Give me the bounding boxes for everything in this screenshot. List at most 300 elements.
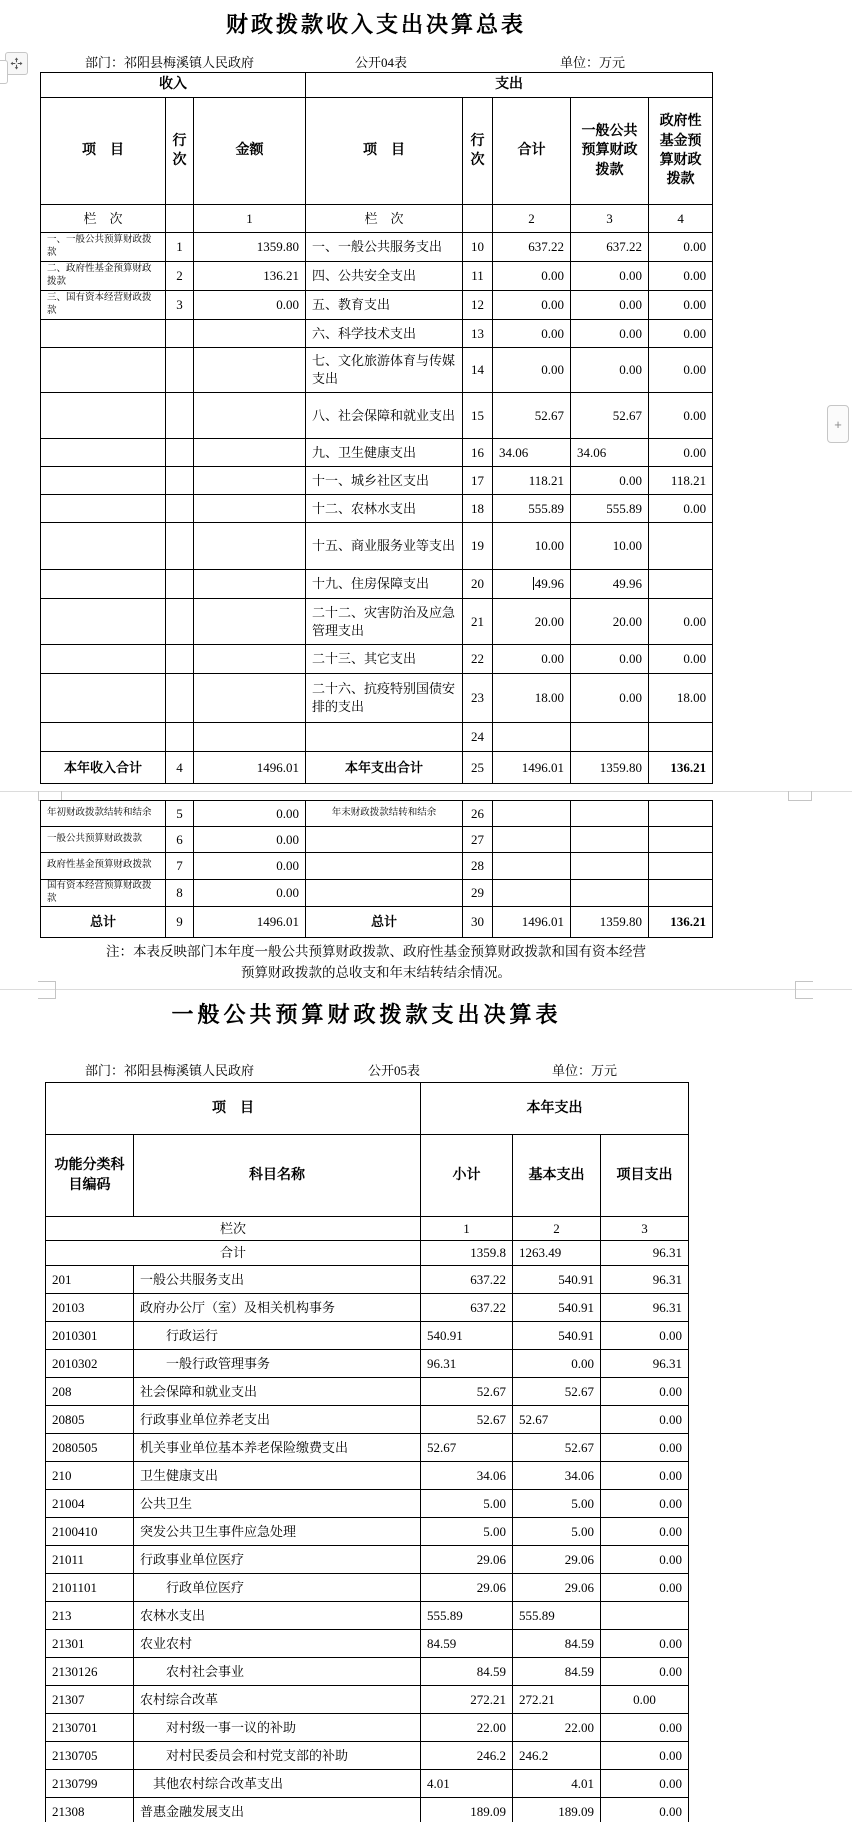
subject-name-cell[interactable]: 对村级一事一议的补助 xyxy=(134,1714,421,1742)
subtotal-cell[interactable]: 637.22 xyxy=(421,1294,513,1322)
basic-expense-cell[interactable]: 52.67 xyxy=(513,1434,601,1462)
subject-name-cell[interactable]: 一般行政管理事务 xyxy=(134,1350,421,1378)
income-line-cell[interactable]: 9 xyxy=(166,907,194,938)
income-amount-cell[interactable]: 136.21 xyxy=(194,262,306,291)
func-code-cell[interactable]: 21307 xyxy=(46,1686,134,1714)
income-line-cell[interactable] xyxy=(166,348,194,393)
gov-fund-budget-cell[interactable]: 136.21 xyxy=(649,907,713,938)
income-amount-cell[interactable]: 0.00 xyxy=(194,801,306,827)
income-line-cell[interactable]: 6 xyxy=(166,827,194,853)
general-public-budget-cell[interactable] xyxy=(571,723,649,752)
income-amount-cell[interactable]: 1 xyxy=(194,205,306,233)
total-cell[interactable]: 637.22 xyxy=(493,233,571,262)
income-amount-cell[interactable] xyxy=(194,467,306,495)
subject-name-cell[interactable]: 行政单位医疗 xyxy=(134,1574,421,1602)
expense-line-cell[interactable]: 25 xyxy=(463,752,493,784)
project-expense-cell[interactable]: 0.00 xyxy=(601,1434,689,1462)
basic-expense-cell[interactable]: 52.67 xyxy=(513,1378,601,1406)
expense-item-cell[interactable]: 二十三、其它支出 xyxy=(306,645,463,674)
basic-expense-cell[interactable]: 29.06 xyxy=(513,1546,601,1574)
subject-name-cell[interactable]: 卫生健康支出 xyxy=(134,1462,421,1490)
subject-name-cell[interactable]: 突发公共卫生事件应急处理 xyxy=(134,1518,421,1546)
general-public-budget-cell[interactable]: 10.00 xyxy=(571,523,649,570)
income-amount-cell[interactable]: 0.00 xyxy=(194,291,306,320)
gov-fund-budget-cell[interactable]: 18.00 xyxy=(649,674,713,723)
expense-line-cell[interactable]: 14 xyxy=(463,348,493,393)
income-line-cell[interactable] xyxy=(166,570,194,599)
subject-name-cell[interactable]: 行政运行 xyxy=(134,1322,421,1350)
gov-fund-budget-cell[interactable] xyxy=(649,827,713,853)
basic-expense-cell[interactable]: 540.91 xyxy=(513,1294,601,1322)
total-cell[interactable]: 49.96 xyxy=(493,570,571,599)
basic-expense-cell[interactable]: 272.21 xyxy=(513,1686,601,1714)
expense-item-cell[interactable] xyxy=(306,853,463,880)
project-expense-cell[interactable]: 0.00 xyxy=(601,1546,689,1574)
general-public-budget-cell[interactable]: 52.67 xyxy=(571,393,649,439)
func-code-cell[interactable]: 210 xyxy=(46,1462,134,1490)
total-cell[interactable]: 20.00 xyxy=(493,599,571,645)
expense-item-cell[interactable]: 五、教育支出 xyxy=(306,291,463,320)
expense-item-cell[interactable]: 十一、城乡社区支出 xyxy=(306,467,463,495)
income-line-cell[interactable] xyxy=(166,205,194,233)
expense-item-cell[interactable]: 九、卫生健康支出 xyxy=(306,439,463,467)
basic-expense-cell[interactable]: 1263.49 xyxy=(513,1241,601,1266)
basic-expense-cell[interactable]: 540.91 xyxy=(513,1266,601,1294)
expense-item-cell[interactable] xyxy=(306,723,463,752)
income-line-cell[interactable]: 1 xyxy=(166,233,194,262)
expense-item-cell[interactable]: 十九、住房保障支出 xyxy=(306,570,463,599)
expense-item-cell[interactable]: 七、文化旅游体育与传媒支出 xyxy=(306,348,463,393)
expense-item-cell[interactable]: 十五、商业服务业等支出 xyxy=(306,523,463,570)
func-code-cell[interactable]: 20103 xyxy=(46,1294,134,1322)
expense-line-cell[interactable]: 19 xyxy=(463,523,493,570)
gov-fund-budget-cell[interactable]: 0.00 xyxy=(649,599,713,645)
expense-line-cell[interactable]: 12 xyxy=(463,291,493,320)
project-expense-cell[interactable]: 0.00 xyxy=(601,1322,689,1350)
expense-item-cell[interactable] xyxy=(306,827,463,853)
expand-button[interactable]: + xyxy=(827,405,849,443)
general-public-budget-cell[interactable]: 0.00 xyxy=(571,320,649,348)
subtotal-cell[interactable]: 555.89 xyxy=(421,1602,513,1630)
income-amount-cell[interactable] xyxy=(194,674,306,723)
header-cell[interactable]: 行次 xyxy=(463,98,493,205)
income-amount-cell[interactable]: 1496.01 xyxy=(194,752,306,784)
project-expense-cell[interactable]: 0.00 xyxy=(601,1630,689,1658)
subject-name-cell[interactable]: 农业农村 xyxy=(134,1630,421,1658)
project-expense-cell[interactable]: 0.00 xyxy=(601,1658,689,1686)
income-item-cell[interactable] xyxy=(41,599,166,645)
income-amount-cell[interactable] xyxy=(194,320,306,348)
gov-fund-budget-cell[interactable]: 0.00 xyxy=(649,645,713,674)
func-code-cell[interactable]: 20805 xyxy=(46,1406,134,1434)
income-amount-cell[interactable] xyxy=(194,599,306,645)
income-amount-cell[interactable] xyxy=(194,570,306,599)
subtotal-cell[interactable]: 1359.8 xyxy=(421,1241,513,1266)
project-expense-cell[interactable]: 0.00 xyxy=(601,1714,689,1742)
expense-item-cell[interactable]: 本年支出合计 xyxy=(306,752,463,784)
income-line-cell[interactable]: 4 xyxy=(166,752,194,784)
project-expense-cell[interactable]: 96.31 xyxy=(601,1241,689,1266)
basic-expense-cell[interactable]: 29.06 xyxy=(513,1574,601,1602)
general-public-budget-cell[interactable] xyxy=(571,853,649,880)
column-index-label[interactable]: 栏 次 xyxy=(41,205,166,233)
gov-fund-budget-cell[interactable]: 0.00 xyxy=(649,291,713,320)
basic-expense-cell[interactable]: 5.00 xyxy=(513,1518,601,1546)
project-expense-cell[interactable]: 0.00 xyxy=(601,1462,689,1490)
general-public-budget-cell[interactable]: 0.00 xyxy=(571,262,649,291)
header-cell[interactable]: 合计 xyxy=(493,98,571,205)
total-cell[interactable]: 0.00 xyxy=(493,348,571,393)
project-expense-cell[interactable]: 0.00 xyxy=(601,1518,689,1546)
subject-name-cell[interactable]: 农林水支出 xyxy=(134,1602,421,1630)
gov-fund-budget-cell[interactable]: 0.00 xyxy=(649,393,713,439)
total-cell[interactable]: 0.00 xyxy=(493,291,571,320)
func-code-cell[interactable]: 2130705 xyxy=(46,1742,134,1770)
gov-fund-budget-cell[interactable]: 0.00 xyxy=(649,233,713,262)
func-code-cell[interactable]: 21301 xyxy=(46,1630,134,1658)
total-cell[interactable]: 1496.01 xyxy=(493,752,571,784)
income-item-cell[interactable] xyxy=(41,495,166,523)
expense-item-cell[interactable]: 一、一般公共服务支出 xyxy=(306,233,463,262)
income-line-cell[interactable]: 8 xyxy=(166,880,194,907)
general-public-budget-cell[interactable] xyxy=(571,880,649,907)
income-amount-cell[interactable]: 0.00 xyxy=(194,827,306,853)
expense-line-cell[interactable]: 11 xyxy=(463,262,493,291)
subject-name-cell[interactable]: 行政事业单位医疗 xyxy=(134,1546,421,1574)
subtotal-cell[interactable]: 52.67 xyxy=(421,1406,513,1434)
func-code-cell[interactable]: 21308 xyxy=(46,1798,134,1822)
total-cell[interactable] xyxy=(493,801,571,827)
expense-line-cell[interactable]: 26 xyxy=(463,801,493,827)
header-cell[interactable]: 金额 xyxy=(194,98,306,205)
general-public-budget-cell[interactable]: 1359.80 xyxy=(571,752,649,784)
total-cell[interactable]: 0.00 xyxy=(493,645,571,674)
project-expense-cell[interactable]: 0.00 xyxy=(601,1378,689,1406)
total-cell[interactable]: 118.21 xyxy=(493,467,571,495)
header-cell[interactable]: 功能分类科目编码 xyxy=(46,1135,134,1217)
income-amount-cell[interactable] xyxy=(194,348,306,393)
total-cell[interactable] xyxy=(493,853,571,880)
subtotal-cell[interactable]: 96.31 xyxy=(421,1350,513,1378)
subtotal-cell[interactable]: 52.67 xyxy=(421,1434,513,1462)
income-line-cell[interactable] xyxy=(166,320,194,348)
subtotal-cell[interactable]: 4.01 xyxy=(421,1770,513,1798)
func-code-cell[interactable]: 201 xyxy=(46,1266,134,1294)
income-line-cell[interactable] xyxy=(166,439,194,467)
expense-line-cell[interactable]: 15 xyxy=(463,393,493,439)
income-line-cell[interactable] xyxy=(166,393,194,439)
header-cell[interactable]: 政府性基金预算财政拨款 xyxy=(649,98,713,205)
project-expense-cell[interactable] xyxy=(601,1602,689,1630)
gov-fund-budget-cell[interactable]: 0.00 xyxy=(649,262,713,291)
header-cell[interactable]: 项 目 xyxy=(306,98,463,205)
income-item-cell[interactable] xyxy=(41,570,166,599)
subject-name-cell[interactable]: 行政事业单位养老支出 xyxy=(134,1406,421,1434)
header-cell[interactable]: 支出 xyxy=(306,73,713,98)
expense-item-cell[interactable]: 八、社会保障和就业支出 xyxy=(306,393,463,439)
basic-expense-cell[interactable]: 0.00 xyxy=(513,1350,601,1378)
subtotal-cell[interactable]: 84.59 xyxy=(421,1630,513,1658)
func-code-cell[interactable]: 2130701 xyxy=(46,1714,134,1742)
expense-item-cell[interactable]: 年末财政拨款结转和结余 xyxy=(306,801,463,827)
project-expense-cell[interactable]: 96.31 xyxy=(601,1350,689,1378)
income-amount-cell[interactable] xyxy=(194,439,306,467)
income-item-cell[interactable]: 总计 xyxy=(41,907,166,938)
expense-line-cell[interactable]: 21 xyxy=(463,599,493,645)
subtotal-cell[interactable]: 637.22 xyxy=(421,1266,513,1294)
basic-expense-cell[interactable]: 540.91 xyxy=(513,1322,601,1350)
income-item-cell[interactable]: 年初财政拨款结转和结余 xyxy=(41,801,166,827)
basic-expense-cell[interactable]: 34.06 xyxy=(513,1462,601,1490)
func-code-cell[interactable]: 213 xyxy=(46,1602,134,1630)
expense-item-cell[interactable]: 二十六、抗疫特别国债安排的支出 xyxy=(306,674,463,723)
total-cell[interactable]: 18.00 xyxy=(493,674,571,723)
subtotal-cell[interactable]: 1 xyxy=(421,1217,513,1241)
expense-line-cell[interactable]: 18 xyxy=(463,495,493,523)
expense-line-cell[interactable]: 24 xyxy=(463,723,493,752)
income-line-cell[interactable] xyxy=(166,467,194,495)
total-label[interactable]: 合计 xyxy=(46,1241,421,1266)
income-item-cell[interactable] xyxy=(41,348,166,393)
basic-expense-cell[interactable]: 189.09 xyxy=(513,1798,601,1822)
subject-name-cell[interactable]: 社会保障和就业支出 xyxy=(134,1378,421,1406)
header-cell[interactable]: 项目支出 xyxy=(601,1135,689,1217)
expense-item-cell[interactable]: 二十二、灾害防治及应急管理支出 xyxy=(306,599,463,645)
expense-line-cell[interactable]: 29 xyxy=(463,880,493,907)
general-public-budget-cell[interactable]: 34.06 xyxy=(571,439,649,467)
income-line-cell[interactable] xyxy=(166,523,194,570)
expense-item-cell[interactable]: 六、科学技术支出 xyxy=(306,320,463,348)
subtotal-cell[interactable]: 540.91 xyxy=(421,1322,513,1350)
column-index-label[interactable]: 栏次 xyxy=(46,1217,421,1241)
income-item-cell[interactable] xyxy=(41,645,166,674)
project-expense-cell[interactable]: 0.00 xyxy=(601,1574,689,1602)
basic-expense-cell[interactable]: 4.01 xyxy=(513,1770,601,1798)
income-line-cell[interactable] xyxy=(166,674,194,723)
subject-name-cell[interactable]: 农村社会事业 xyxy=(134,1658,421,1686)
general-public-budget-cell[interactable]: 0.00 xyxy=(571,674,649,723)
subject-name-cell[interactable]: 对村民委员会和村党支部的补助 xyxy=(134,1742,421,1770)
func-code-cell[interactable]: 21004 xyxy=(46,1490,134,1518)
general-public-budget-cell[interactable] xyxy=(571,827,649,853)
expense-line-cell[interactable]: 17 xyxy=(463,467,493,495)
expense-line-cell[interactable]: 23 xyxy=(463,674,493,723)
project-expense-cell[interactable]: 96.31 xyxy=(601,1294,689,1322)
gov-fund-budget-cell[interactable] xyxy=(649,523,713,570)
expense-item-cell[interactable] xyxy=(306,880,463,907)
income-line-cell[interactable] xyxy=(166,723,194,752)
income-line-cell[interactable] xyxy=(166,599,194,645)
gov-fund-budget-cell[interactable] xyxy=(649,801,713,827)
gov-fund-budget-cell[interactable]: 136.21 xyxy=(649,752,713,784)
income-amount-cell[interactable] xyxy=(194,393,306,439)
total-cell[interactable]: 52.67 xyxy=(493,393,571,439)
gov-fund-budget-cell[interactable]: 118.21 xyxy=(649,467,713,495)
expense-line-cell[interactable]: 28 xyxy=(463,853,493,880)
header-cell[interactable]: 行次 xyxy=(166,98,194,205)
income-item-cell[interactable] xyxy=(41,320,166,348)
basic-expense-cell[interactable]: 555.89 xyxy=(513,1602,601,1630)
gov-fund-budget-cell[interactable] xyxy=(649,880,713,907)
general-public-budget-cell[interactable]: 1359.80 xyxy=(571,907,649,938)
column-index-label[interactable]: 栏 次 xyxy=(306,205,463,233)
income-item-cell[interactable] xyxy=(41,723,166,752)
total-cell[interactable]: 555.89 xyxy=(493,495,571,523)
expense-line-cell[interactable]: 20 xyxy=(463,570,493,599)
expense-item-cell[interactable]: 四、公共安全支出 xyxy=(306,262,463,291)
expense-line-cell[interactable]: 27 xyxy=(463,827,493,853)
basic-expense-cell[interactable]: 84.59 xyxy=(513,1658,601,1686)
header-cell[interactable]: 收入 xyxy=(41,73,306,98)
subject-name-cell[interactable]: 其他农村综合改革支出 xyxy=(134,1770,421,1798)
subject-name-cell[interactable]: 公共卫生 xyxy=(134,1490,421,1518)
income-item-cell[interactable]: 本年收入合计 xyxy=(41,752,166,784)
total-cell[interactable] xyxy=(493,880,571,907)
income-item-cell[interactable]: 政府性基金预算财政拨款 xyxy=(41,853,166,880)
project-expense-cell[interactable]: 3 xyxy=(601,1217,689,1241)
general-public-budget-cell[interactable]: 637.22 xyxy=(571,233,649,262)
income-amount-cell[interactable] xyxy=(194,495,306,523)
func-code-cell[interactable]: 2101101 xyxy=(46,1574,134,1602)
income-amount-cell[interactable]: 1359.80 xyxy=(194,233,306,262)
total-cell[interactable]: 1496.01 xyxy=(493,907,571,938)
func-code-cell[interactable]: 2130126 xyxy=(46,1658,134,1686)
income-line-cell[interactable] xyxy=(166,645,194,674)
project-expense-cell[interactable]: 0.00 xyxy=(601,1798,689,1822)
subtotal-cell[interactable]: 29.06 xyxy=(421,1574,513,1602)
total-cell[interactable] xyxy=(493,827,571,853)
func-code-cell[interactable]: 2080505 xyxy=(46,1434,134,1462)
gov-fund-budget-cell[interactable]: 0.00 xyxy=(649,348,713,393)
header-cell[interactable]: 科目名称 xyxy=(134,1135,421,1217)
project-expense-cell[interactable]: 0.00 xyxy=(601,1686,689,1714)
general-public-budget-cell[interactable]: 0.00 xyxy=(571,645,649,674)
basic-expense-cell[interactable]: 22.00 xyxy=(513,1714,601,1742)
func-code-cell[interactable]: 2010301 xyxy=(46,1322,134,1350)
total-cell[interactable]: 34.06 xyxy=(493,439,571,467)
gov-fund-budget-cell[interactable]: 0.00 xyxy=(649,495,713,523)
subject-name-cell[interactable]: 农村综合改革 xyxy=(134,1686,421,1714)
gov-fund-budget-cell[interactable] xyxy=(649,570,713,599)
subtotal-cell[interactable]: 246.2 xyxy=(421,1742,513,1770)
income-item-cell[interactable] xyxy=(41,467,166,495)
total-cell[interactable] xyxy=(493,723,571,752)
income-item-cell[interactable]: 三、国有资本经营财政拨款 xyxy=(41,291,166,320)
project-expense-cell[interactable]: 0.00 xyxy=(601,1406,689,1434)
gov-fund-budget-cell[interactable] xyxy=(649,853,713,880)
subtotal-cell[interactable]: 34.06 xyxy=(421,1462,513,1490)
basic-expense-cell[interactable]: 52.67 xyxy=(513,1406,601,1434)
income-amount-cell[interactable]: 1496.01 xyxy=(194,907,306,938)
total-cell[interactable]: 0.00 xyxy=(493,320,571,348)
subtotal-cell[interactable]: 189.09 xyxy=(421,1798,513,1822)
header-cell[interactable]: 基本支出 xyxy=(513,1135,601,1217)
expense-line-cell[interactable]: 30 xyxy=(463,907,493,938)
general-public-budget-cell[interactable]: 20.00 xyxy=(571,599,649,645)
general-public-budget-cell[interactable] xyxy=(571,801,649,827)
general-public-budget-cell[interactable]: 0.00 xyxy=(571,467,649,495)
project-expense-cell[interactable]: 0.00 xyxy=(601,1742,689,1770)
subtotal-cell[interactable]: 22.00 xyxy=(421,1714,513,1742)
expense-line-cell[interactable]: 13 xyxy=(463,320,493,348)
subtotal-cell[interactable]: 5.00 xyxy=(421,1490,513,1518)
general-public-budget-cell[interactable]: 3 xyxy=(571,205,649,233)
income-item-cell[interactable] xyxy=(41,439,166,467)
total-cell[interactable]: 10.00 xyxy=(493,523,571,570)
income-amount-cell[interactable]: 0.00 xyxy=(194,853,306,880)
subtotal-cell[interactable]: 5.00 xyxy=(421,1518,513,1546)
project-expense-cell[interactable]: 0.00 xyxy=(601,1770,689,1798)
project-expense-cell[interactable]: 96.31 xyxy=(601,1266,689,1294)
gov-fund-budget-cell[interactable]: 0.00 xyxy=(649,439,713,467)
income-item-cell[interactable]: 国有资本经营预算财政拨款 xyxy=(41,880,166,907)
header-cell[interactable]: 本年支出 xyxy=(421,1083,689,1135)
expense-line-cell[interactable]: 16 xyxy=(463,439,493,467)
income-item-cell[interactable]: 二、政府性基金预算财政拨款 xyxy=(41,262,166,291)
basic-expense-cell[interactable]: 246.2 xyxy=(513,1742,601,1770)
income-item-cell[interactable]: 一般公共预算财政拨款 xyxy=(41,827,166,853)
income-line-cell[interactable]: 7 xyxy=(166,853,194,880)
income-amount-cell[interactable] xyxy=(194,723,306,752)
income-line-cell[interactable]: 2 xyxy=(166,262,194,291)
func-code-cell[interactable]: 208 xyxy=(46,1378,134,1406)
subtotal-cell[interactable]: 84.59 xyxy=(421,1658,513,1686)
header-cell[interactable]: 一般公共预算财政拨款 xyxy=(571,98,649,205)
gov-fund-budget-cell[interactable] xyxy=(649,723,713,752)
subject-name-cell[interactable]: 机关事业单位基本养老保险缴费支出 xyxy=(134,1434,421,1462)
expense-item-cell[interactable]: 总计 xyxy=(306,907,463,938)
general-public-budget-cell[interactable]: 0.00 xyxy=(571,348,649,393)
expense-line-cell[interactable] xyxy=(463,205,493,233)
general-public-budget-cell[interactable]: 555.89 xyxy=(571,495,649,523)
basic-expense-cell[interactable]: 2 xyxy=(513,1217,601,1241)
project-expense-cell[interactable]: 0.00 xyxy=(601,1490,689,1518)
func-code-cell[interactable]: 21011 xyxy=(46,1546,134,1574)
income-amount-cell[interactable] xyxy=(194,645,306,674)
subtotal-cell[interactable]: 52.67 xyxy=(421,1378,513,1406)
func-code-cell[interactable]: 2100410 xyxy=(46,1518,134,1546)
subtotal-cell[interactable]: 272.21 xyxy=(421,1686,513,1714)
gov-fund-budget-cell[interactable]: 4 xyxy=(649,205,713,233)
income-amount-cell[interactable]: 0.00 xyxy=(194,880,306,907)
income-item-cell[interactable] xyxy=(41,674,166,723)
general-public-budget-cell[interactable]: 49.96 xyxy=(571,570,649,599)
income-line-cell[interactable] xyxy=(166,495,194,523)
subject-name-cell[interactable]: 政府办公厅（室）及相关机构事务 xyxy=(134,1294,421,1322)
total-cell[interactable]: 0.00 xyxy=(493,262,571,291)
income-line-cell[interactable]: 3 xyxy=(166,291,194,320)
func-code-cell[interactable]: 2130799 xyxy=(46,1770,134,1798)
general-public-budget-cell[interactable]: 0.00 xyxy=(571,291,649,320)
basic-expense-cell[interactable]: 5.00 xyxy=(513,1490,601,1518)
header-cell[interactable]: 项 目 xyxy=(46,1083,421,1135)
expense-line-cell[interactable]: 10 xyxy=(463,233,493,262)
basic-expense-cell[interactable]: 84.59 xyxy=(513,1630,601,1658)
income-item-cell[interactable] xyxy=(41,523,166,570)
total-cell[interactable]: 2 xyxy=(493,205,571,233)
expense-line-cell[interactable]: 22 xyxy=(463,645,493,674)
header-cell[interactable]: 小计 xyxy=(421,1135,513,1217)
income-line-cell[interactable]: 5 xyxy=(166,801,194,827)
income-item-cell[interactable] xyxy=(41,393,166,439)
subject-name-cell[interactable]: 普惠金融发展支出 xyxy=(134,1798,421,1822)
subtotal-cell[interactable]: 29.06 xyxy=(421,1546,513,1574)
header-cell[interactable]: 项 目 xyxy=(41,98,166,205)
subject-name-cell[interactable]: 一般公共服务支出 xyxy=(134,1266,421,1294)
gov-fund-budget-cell[interactable]: 0.00 xyxy=(649,320,713,348)
income-amount-cell[interactable] xyxy=(194,523,306,570)
func-code-cell[interactable]: 2010302 xyxy=(46,1350,134,1378)
